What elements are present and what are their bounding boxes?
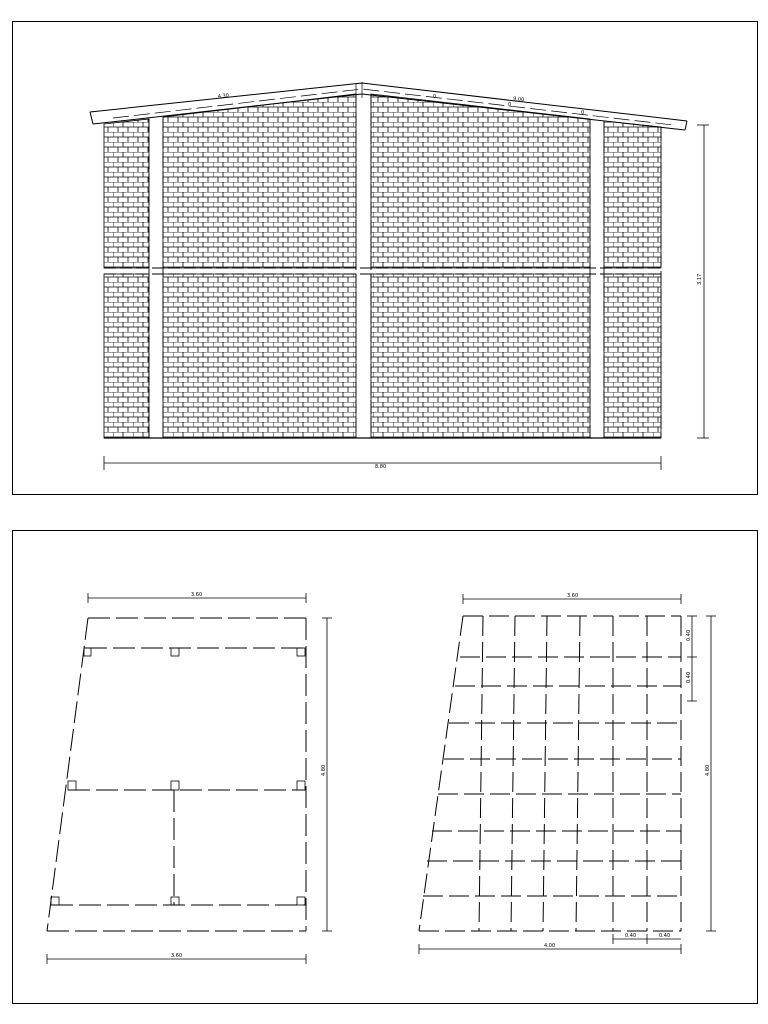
plans-sheet [12, 530, 758, 1004]
roof-left-dimension: 4.30 [217, 92, 230, 100]
foundation-plan-top-dimension: 3.60 [191, 592, 203, 598]
overall-height-dimension: 3.17 [697, 273, 703, 285]
overall-width-dimension: 8.80 [375, 464, 387, 470]
roof-minor-label-2: 0 [508, 102, 512, 108]
slab-grid-plan [419, 616, 681, 931]
roof-right-dimension: 9.00 [512, 96, 525, 104]
elevation-sheet [12, 21, 758, 495]
plans-drawing [13, 531, 757, 1003]
slab-grid-right-segment-2: 0.40 [686, 671, 692, 683]
slab-grid-bottom-small-1: 0.40 [625, 933, 637, 939]
foundation-plan [47, 618, 306, 931]
foundation-plan-right-dimension: 4.80 [321, 764, 327, 776]
foundation-plan-bottom-dimension: 3.60 [171, 953, 183, 959]
slab-grid-dimension-lines [419, 594, 716, 954]
roof-minor-label-1: 0 [433, 94, 437, 100]
slab-grid-bottom-small-2: 0.40 [659, 933, 671, 939]
roof-minor-label-3: 0 [581, 110, 585, 116]
slab-grid-right-total-dimension: 4.80 [705, 764, 711, 776]
foundation-plan-dimension-lines [47, 593, 332, 964]
tie-beam [104, 268, 661, 274]
slab-grid-right-segment-1: 0.40 [686, 629, 692, 641]
slab-grid-bottom-dimension: 4.00 [544, 943, 556, 949]
elevation-drawing [13, 22, 757, 494]
foundation-column-pads [51, 648, 305, 905]
brick-panels [104, 94, 661, 438]
slab-grid-top-dimension: 3.60 [567, 593, 579, 599]
